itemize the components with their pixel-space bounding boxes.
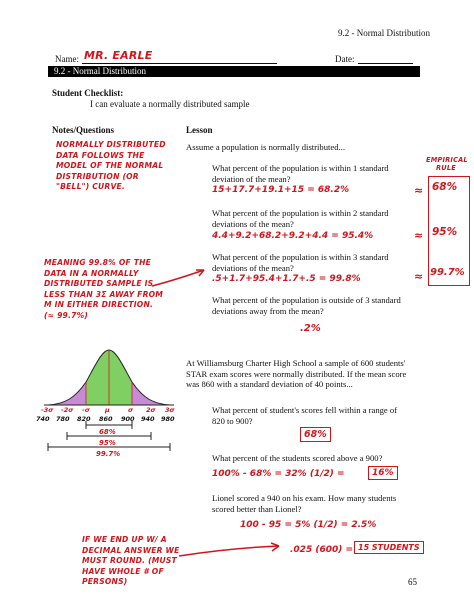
answer-4: .2% <box>300 323 321 334</box>
answer-6-box: 16% <box>368 466 398 480</box>
approx-sign-2: ≈ <box>414 229 424 242</box>
score-tick: 980 <box>161 415 175 423</box>
empirical-95: 95% <box>432 226 458 238</box>
answer-1: 15+17.7+19.1+15 = 68.2% <box>212 185 350 195</box>
answer-6-work: 100% - 68% = 32% (1/2) = <box>212 469 345 479</box>
name-line <box>82 63 277 64</box>
score-tick: 940 <box>141 415 155 423</box>
page-number: 65 <box>408 577 417 587</box>
question-2: What percent of the population is within 2 standard deviations of the mean? <box>212 208 389 229</box>
date-line <box>358 63 413 64</box>
bell-tail-left <box>48 382 86 405</box>
note-normal-distribution: NORMALLY DISTRIBUTED DATA FOLLOWS THE MODEL OF THE NORMAL DISTRIBUTION (OR "BELL") CURVE. <box>56 140 166 191</box>
checklist-item: I can evaluate a normally distributed sample <box>90 99 250 109</box>
range-99-7-label: 99.7% <box>96 450 121 458</box>
score-tick: 900 <box>121 415 135 423</box>
answer-7-box: 15 STUDENTS <box>354 541 424 554</box>
answer-3: .5+1.7+95.4+1.7+.5 = 99.8% <box>212 274 361 284</box>
sigma-tick: -2σ <box>61 406 74 414</box>
sigma-tick: μ <box>105 406 110 414</box>
answer-2: 4.4+9.2+68.2+9.2+4.4 = 95.4% <box>212 231 374 241</box>
answer-5-box: 68% <box>300 427 331 442</box>
question-3: What percent of the population is within 3 standard deviations of the mean? <box>212 252 389 273</box>
answer-7-work-1: 100 - 95 = 5% (1/2) = 2.5% <box>240 520 377 530</box>
section-header: 9.2 - Normal Distribution <box>338 28 430 38</box>
date-label: Date: <box>335 54 355 64</box>
lesson-column-heading: Lesson <box>186 125 213 135</box>
arrow-icon <box>175 538 285 562</box>
question-1: What percent of the population is within 1 standard deviation of the mean? <box>212 163 389 184</box>
name-label: Name: <box>55 54 79 64</box>
notes-column-heading: Notes/Questions <box>52 125 115 135</box>
score-tick: 740 <box>36 415 50 423</box>
name-value: MR. EARLE <box>84 49 153 62</box>
title-bar: 9.2 - Normal Distribution <box>48 66 420 77</box>
question-4: What percent of the population is outside of 3 standard deviations away from the mean? <box>212 295 401 316</box>
range-68-label: 68% <box>99 428 116 436</box>
empirical-68: 68% <box>432 181 458 193</box>
empirical-99-7: 99.7% <box>430 267 465 278</box>
approx-sign-3: ≈ <box>414 270 424 283</box>
question-6: What percent of the students scored above a 900? <box>212 453 383 463</box>
arrow-icon <box>150 262 210 292</box>
lesson-intro: Assume a population is normally distributed... <box>186 142 345 152</box>
approx-sign-1: ≈ <box>414 184 424 197</box>
score-tick: 860 <box>99 415 113 423</box>
scenario-text: At Williamsburg Charter High School a sample of 600 students' STAR exam scores were normally distributed. If the mean score was 860 with a standard deviation of 40 points... <box>186 358 407 389</box>
note-rounding: IF WE END UP W/ A DECIMAL ANSWER WE MUST ROUND. (MUST HAVE WHOLE # OF PERSONS) <box>82 535 180 586</box>
sigma-tick: -σ <box>82 406 90 414</box>
sigma-tick: σ <box>128 406 134 414</box>
score-tick: 780 <box>56 415 70 423</box>
score-tick: 820 <box>77 415 91 423</box>
note-three-sigma: MEANING 99.8% OF THE DATA IN A NORMALLY DISTRIBUTED SAMPLE IS LESS THAN 3Σ AWAY FROM Μ IN EITHER DIRECTION. (≈ 99.7%) <box>44 258 164 320</box>
sigma-tick: 2σ <box>146 406 156 414</box>
answer-7-work-2: .025 (600) = <box>290 545 354 555</box>
bell-tail-right <box>132 382 170 405</box>
sigma-tick: -3σ <box>41 406 54 414</box>
question-7: Lionel scored a 940 on his exam. How many students scored better than Lionel? <box>212 493 397 514</box>
range-95-label: 95% <box>99 439 116 447</box>
empirical-rule-label: EMPIRICAL RULE <box>426 156 468 172</box>
sigma-tick: 3σ <box>165 406 175 414</box>
checklist-heading: Student Checklist: <box>52 88 124 98</box>
question-5: What percent of student's scores fell within a range of 820 to 900? <box>212 405 398 426</box>
